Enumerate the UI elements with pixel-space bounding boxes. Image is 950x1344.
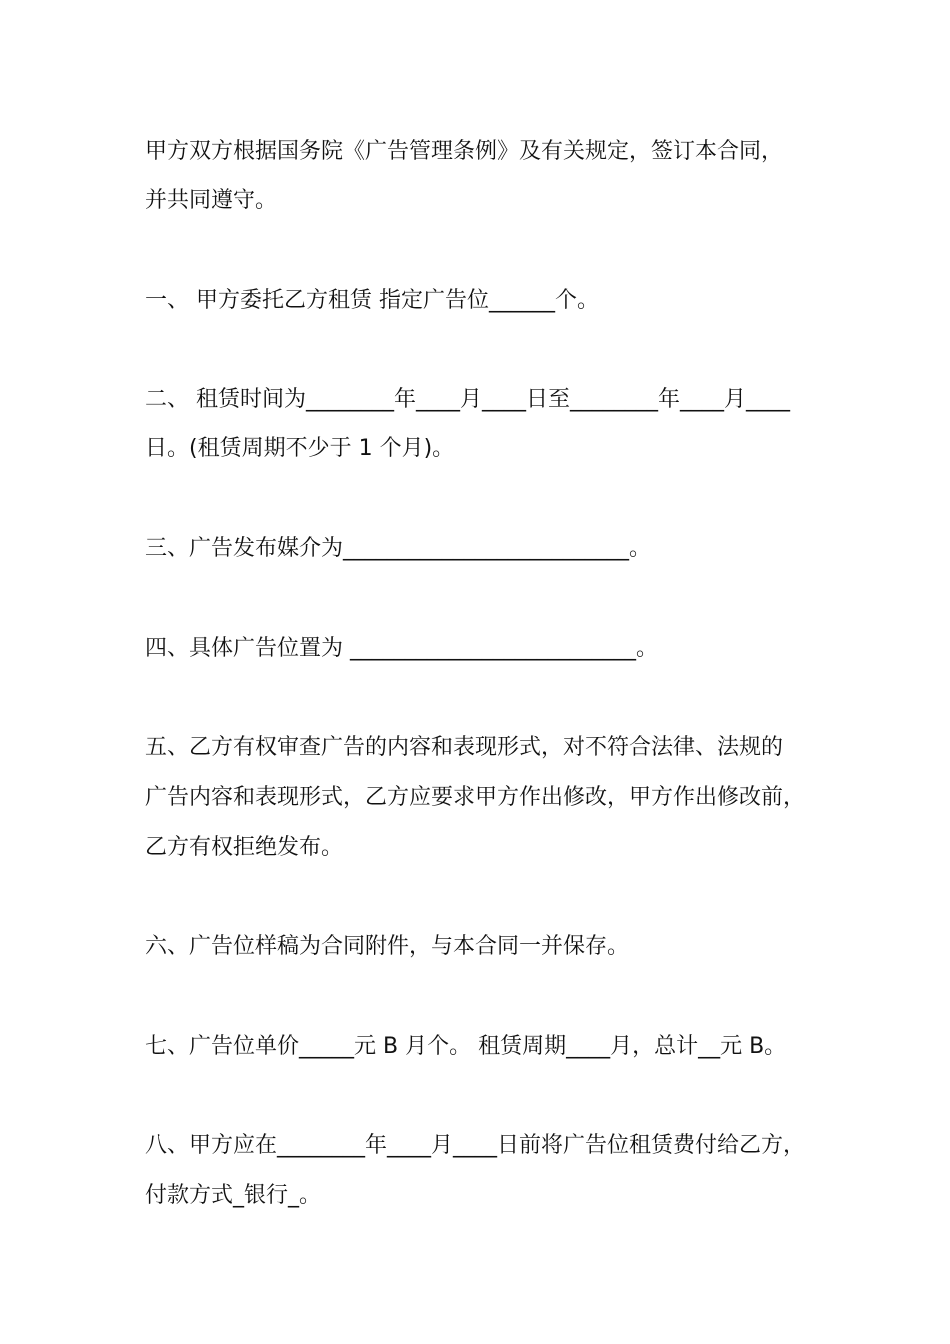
- clause-1: 一、 甲方委托乙方租赁 指定广告位______个。: [145, 288, 599, 313]
- clause-6: 六、广告位样稿为合同附件，与本合同一并保存。: [145, 934, 630, 959]
- clause-4: 四、具体广告位置为 __________________________。: [145, 636, 658, 661]
- clause-7: 七、广告位单价_____元 B 月个。 租赁周期____月，总计__元 B。: [145, 1034, 787, 1059]
- clause-5-line-3: 乙方有权拒绝发布。: [145, 835, 344, 860]
- clause-8-line-1: 八、甲方应在________年____月____日前将广告位租赁费付给乙方，: [145, 1133, 806, 1158]
- clause-8-line-2: 付款方式_银行_。: [145, 1183, 322, 1208]
- clause-5-line-2: 广告内容和表现形式，乙方应要求甲方作出修改，甲方作出修改前，: [145, 785, 806, 810]
- clause-3: 三、广告发布媒介为__________________________。: [145, 536, 652, 561]
- intro-line-1: 甲方双方根据国务院《广告管理条例》及有关规定，签订本合同，: [145, 139, 784, 164]
- clause-5-line-1: 五、乙方有权审查广告的内容和表现形式，对不符合法律、法规的: [145, 735, 784, 760]
- clause-2-line-2: 日。(租赁周期不少于 1 个月)。: [145, 436, 455, 461]
- intro-line-2: 并共同遵守。: [145, 188, 278, 213]
- clause-2-line-1: 二、 租赁时间为________年____月____日至________年____月____: [145, 387, 790, 412]
